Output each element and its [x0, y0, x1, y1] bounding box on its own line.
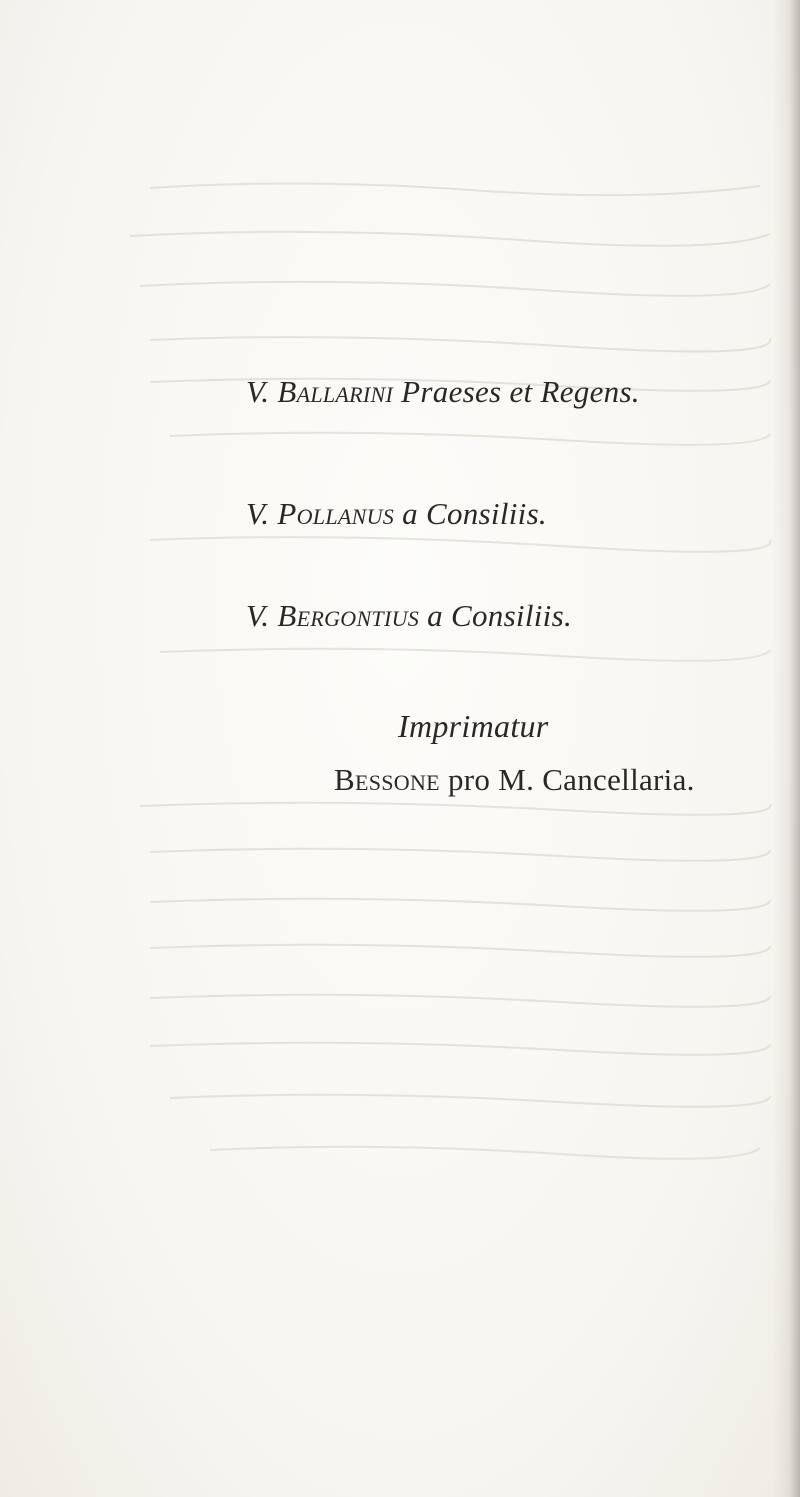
imprimatur-heading: Imprimatur	[398, 708, 549, 744]
signature-prefix: V.	[246, 496, 270, 531]
signature-prefix: V.	[246, 598, 270, 633]
signature-bergontius	[246, 598, 572, 634]
signature-title: Praeses et Regens.	[401, 374, 640, 409]
signature-name: Pollanus	[277, 496, 395, 531]
signature-prefix: V.	[246, 374, 270, 409]
page-gutter-shadow	[772, 0, 800, 1497]
approval-line	[334, 762, 695, 798]
signature-title: a Consiliis.	[402, 496, 547, 531]
approval-rest: pro M. Cancellaria.	[447, 762, 695, 797]
signature-name: Bergontius	[277, 598, 420, 633]
signature-title: a Consiliis.	[427, 598, 572, 633]
approval-name: Bessone	[334, 762, 440, 797]
signature-pollanus	[246, 496, 547, 532]
signature-ballarini	[246, 374, 640, 410]
signature-name: Ballarini	[277, 374, 394, 409]
